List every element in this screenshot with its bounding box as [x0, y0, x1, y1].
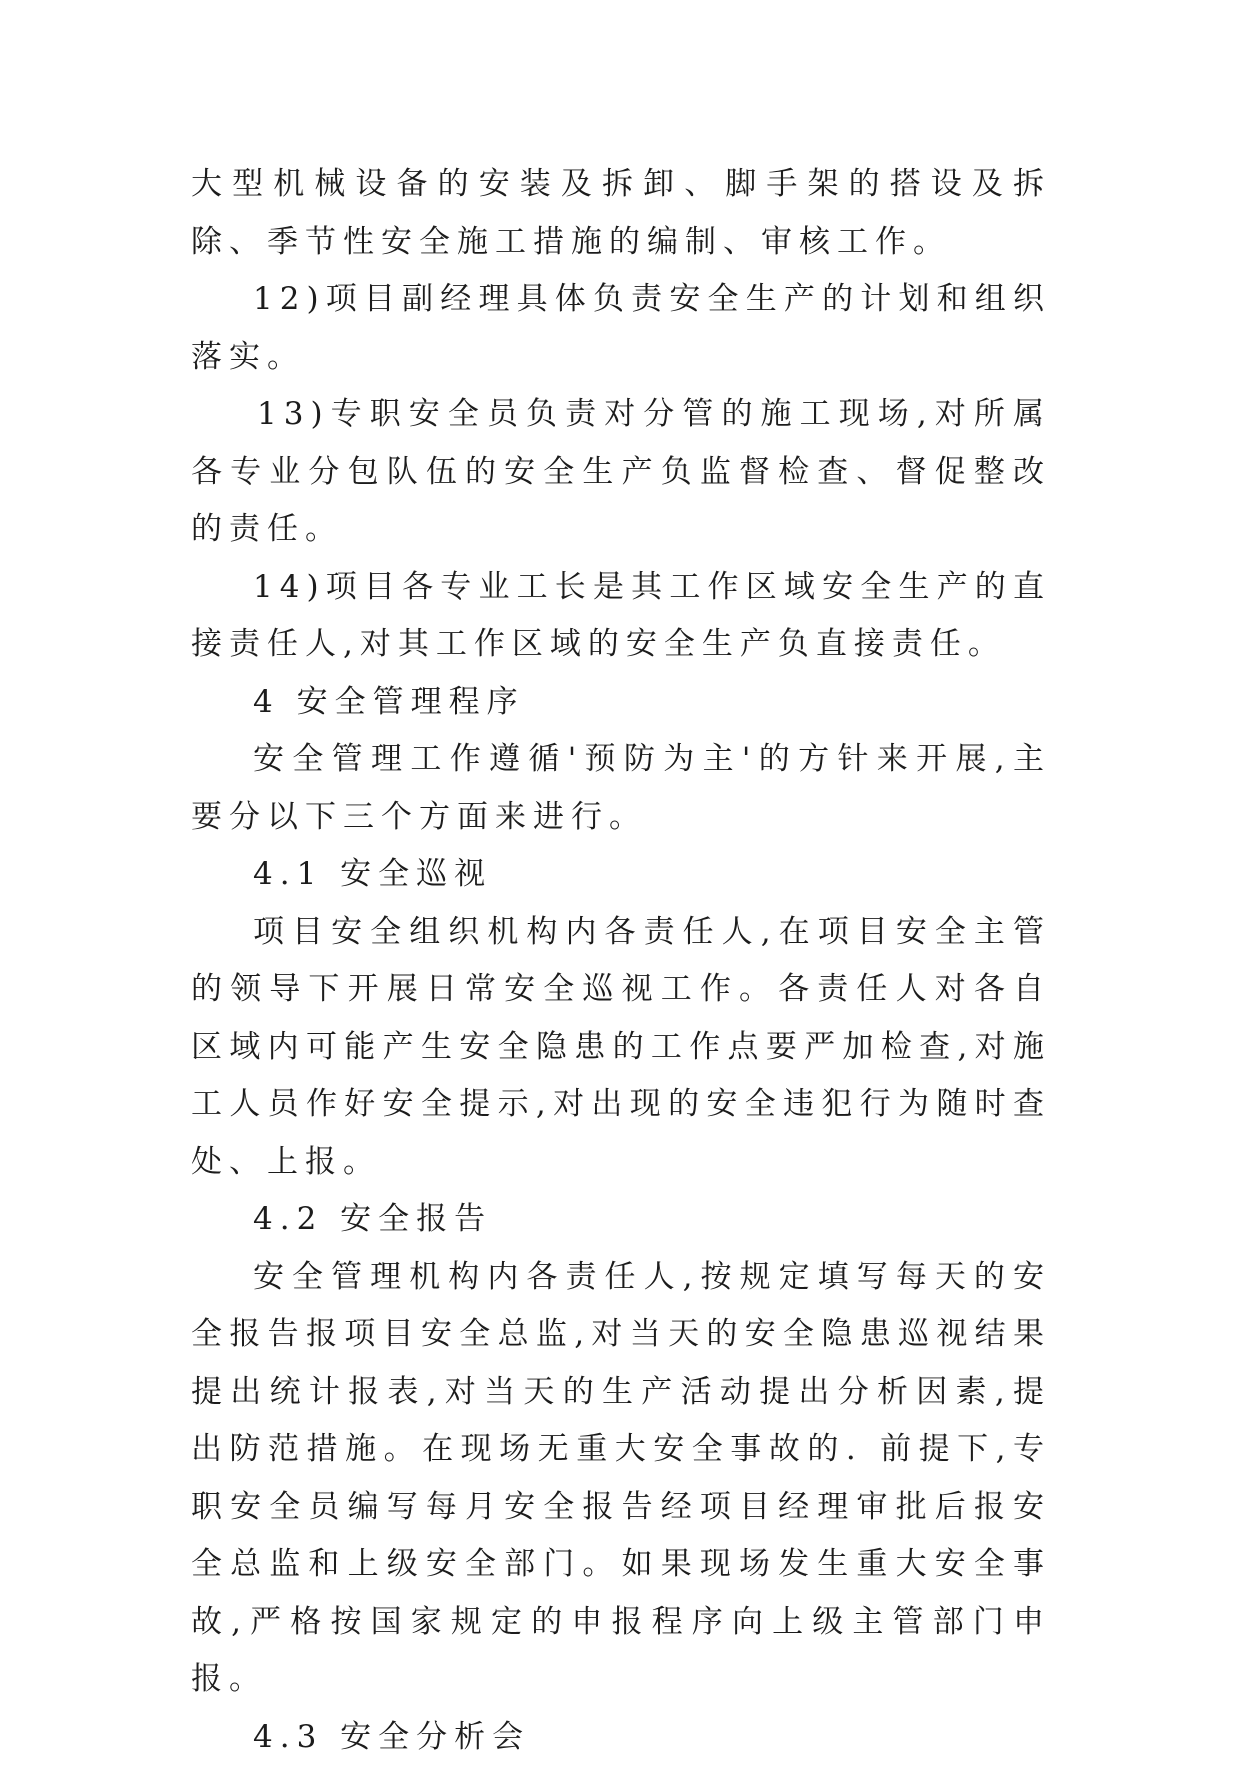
paragraph-item-14: 14)项目各专业工长是其工作区域安全生产的直接责任人,对其工作区域的安全生产负直接责任。 [191, 559, 1051, 674]
paragraph-section-4-intro: 安全管理工作遵循'预防为主'的方针来开展,主要分以下三个方面来进行。 [191, 731, 1051, 846]
paragraph-safety-report: 安全管理机构内各责任人,按规定填写每天的安全报告报项目安全总监,对当天的安全隐患巡视结果提出统计报表,对当天的生产活动提出分析因素,提出防范措施。在现场无重大安全事故的. 前提下,专职安全员编写每月安全报告经项目经理审批后报安全总监和上级安全部门。如果现场发生重大安全事故,严格按国家规定的申报程序向上级主管部门申报。 [191, 1249, 1051, 1709]
document-body [191, 156, 1051, 1766]
section-heading-4-2: 4.2 安全报告 [191, 1191, 1051, 1249]
section-heading-4-1: 4.1 安全巡视 [191, 846, 1051, 904]
paragraph-safety-patrol: 项目安全组织机构内各责任人,在项目安全主管的领导下开展日常安全巡视工作。各责任人对各自区域内可能产生安全隐患的工作点要严加检查,对施工人员作好安全提示,对出现的安全违犯行为随时查处、上报。 [191, 904, 1051, 1192]
paragraph-continuation: 大型机械设备的安装及拆卸、脚手架的搭设及拆除、季节性安全施工措施的编制、审核工作。 [191, 156, 1051, 271]
section-heading-4-3: 4.3 安全分析会 [191, 1709, 1051, 1766]
paragraph-item-13: 13)专职安全员负责对分管的施工现场,对所属各专业分包队伍的安全生产负监督检查、督促整改的责任。 [191, 386, 1051, 559]
paragraph-item-12: 12)项目副经理具体负责安全生产的计划和组织落实。 [191, 271, 1051, 386]
section-heading-4: 4 安全管理程序 [191, 674, 1051, 732]
